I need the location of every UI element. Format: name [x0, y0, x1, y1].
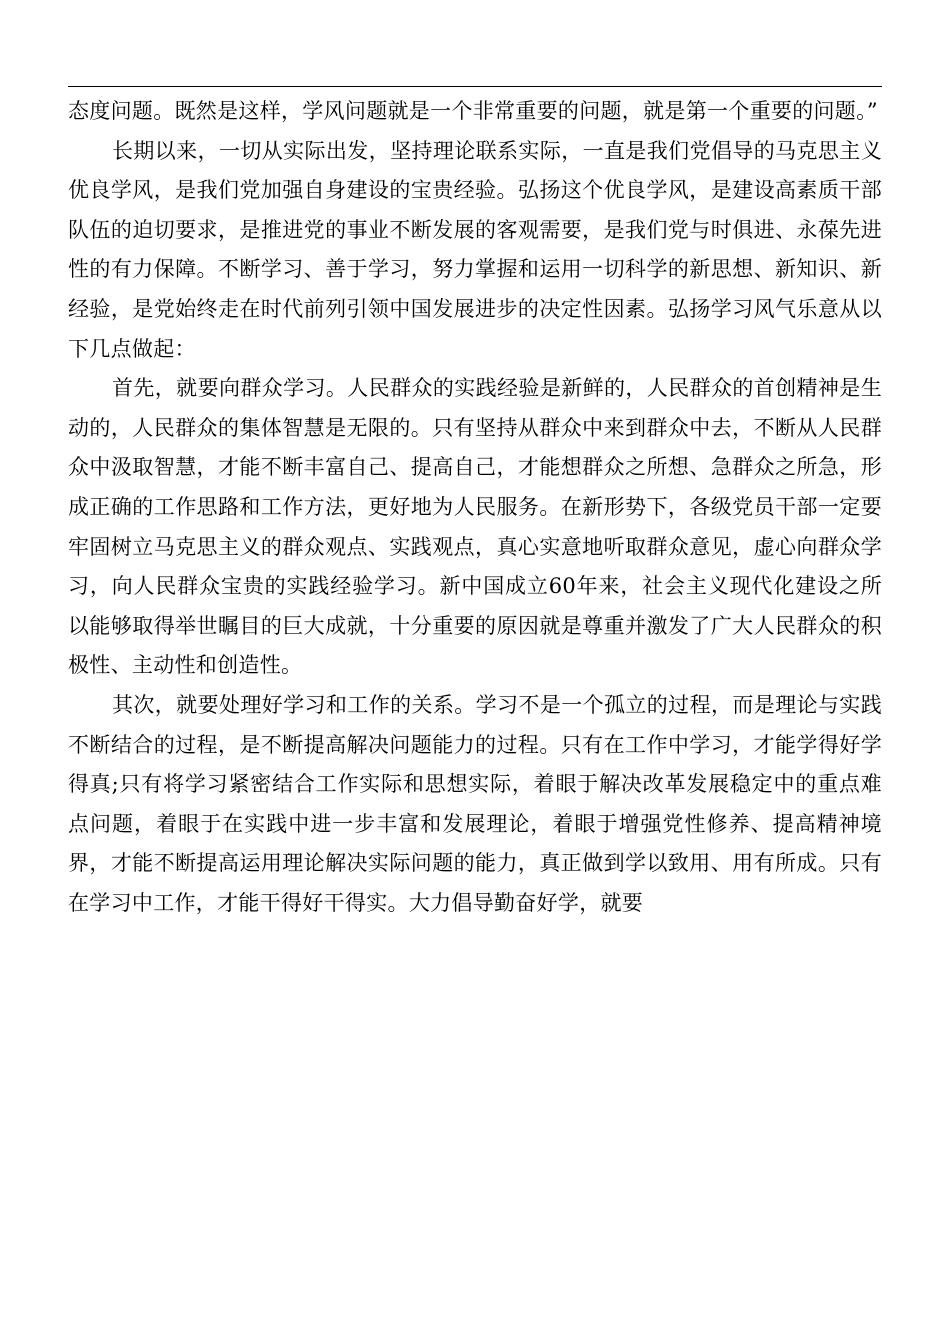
body-text — [68, 92, 882, 923]
paragraph-study-and-work: 其次，就要处理好学习和工作的关系。学习不是一个孤立的过程，而是理论与实践不断结合的过程，是不断提高解决问题能力的过程。只有在工作中学习，才能学得好学得真;只有将学习紧密结合工作实际和思想实际，着眼于解决改革发展稳定中的重点难点问题，着眼于在实践中进一步丰富和发展理论，着眼于增强党性修养、提高精神境界，才能不断提高运用理论解决实际问题的能力，真正做到学以致用、用有所成。只有在学习中工作，才能干得好干得实。大力倡导勤奋好学，就要 — [68, 692, 882, 915]
paragraph-continued: 态度问题。既然是这样，学风问题就是一个非常重要的问题，就是第一个重要的问题。” — [68, 99, 878, 123]
paragraph-learn-from-masses: 首先，就要向群众学习。人民群众的实践经验是新鲜的，人民群众的首创精神是生动的，人民群众的集体智慧是无限的。只有坚持从群众中来到群众中去，不断从人民群众中汲取智慧，才能不断丰富自己、提高自己，才能想群众之所想、急群众之所急，形成正确的工作思路和工作方法，更好地为人民服务。在新形势下，各级党员干部一定要牢固树立马克思主义的群众观点、实践观点，真心实意地听取群众意见，虚心向群众学习，向人民群众宝贵的实践经验学习。新中国成立60年来，社会主义现代化建设之所以能够取得举世瞩目的巨大成就，十分重要的原因就是尊重并激发了广大人民群众的积极性、主动性和创造性。 — [68, 376, 882, 678]
header-rule — [68, 86, 882, 87]
paragraph-study-style: 长期以来，一切从实际出发，坚持理论联系实际，一直是我们党倡导的马克思主义优良学风，是我们党加强自身建设的宝贵经验。弘扬这个优良学风，是建设高素质干部队伍的迫切要求，是推进党的事业不断发展的客观需要，是我们党与时俱进、永葆先进性的有力保障。不断学习、善于学习，努力掌握和运用一切科学的新思想、新知识、新经验，是党始终走在时代前列引领中国发展进步的决定性因素。弘扬学习风气乐意从以下几点做起： — [68, 138, 882, 361]
